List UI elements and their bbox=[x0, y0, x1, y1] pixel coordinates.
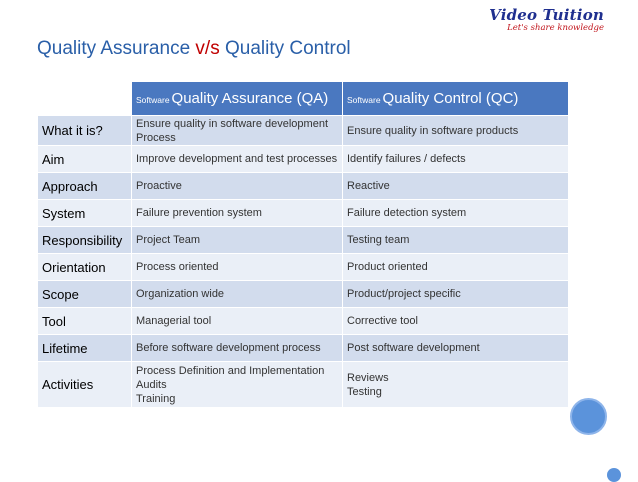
table-row bbox=[38, 362, 569, 408]
row-label: Approach bbox=[38, 173, 132, 200]
row-qa-line: Before software development process bbox=[136, 342, 321, 354]
row-qc-cell bbox=[343, 362, 569, 408]
row-qc-line: Testing bbox=[347, 385, 382, 398]
row-label: System bbox=[38, 200, 132, 227]
row-qc-line: Post software development bbox=[347, 342, 480, 354]
row-qa-line: Audits bbox=[136, 378, 167, 391]
table-row bbox=[38, 116, 569, 146]
row-label: Activities bbox=[38, 362, 132, 408]
row-qa-cell bbox=[132, 254, 343, 281]
row-label: Scope bbox=[38, 281, 132, 308]
header-qc bbox=[343, 82, 569, 116]
row-qa-cell bbox=[132, 116, 343, 146]
row-qc-cell bbox=[343, 146, 569, 173]
row-label: Tool bbox=[38, 308, 132, 335]
title-vs: v/s bbox=[195, 38, 220, 59]
row-qc-line: Reactive bbox=[347, 180, 390, 192]
row-qa-line: Proactive bbox=[136, 180, 182, 192]
table-row bbox=[38, 281, 569, 308]
header-qa-label: Quality Assurance (QA) bbox=[171, 90, 329, 107]
row-qc-line: Corrective tool bbox=[347, 315, 418, 327]
row-qc-cell bbox=[343, 308, 569, 335]
row-qa-line: Process bbox=[136, 131, 176, 144]
row-label: Orientation bbox=[38, 254, 132, 281]
header-qa-prefix: Software bbox=[136, 95, 170, 105]
row-qa-line: Project Team bbox=[136, 234, 200, 246]
row-qc-line: Ensure quality in software products bbox=[347, 124, 519, 137]
table-row bbox=[38, 308, 569, 335]
row-qa-cell bbox=[132, 281, 343, 308]
row-qc-cell bbox=[343, 173, 569, 200]
row-qc-line: Reviews bbox=[347, 371, 389, 384]
row-qc-cell bbox=[343, 281, 569, 308]
table-row bbox=[38, 146, 569, 173]
table-header-row bbox=[38, 82, 569, 116]
row-qa-cell bbox=[132, 335, 343, 362]
comparison-table bbox=[37, 81, 569, 408]
row-qa-line: Improve development and test processes bbox=[136, 153, 338, 165]
row-qa-cell bbox=[132, 200, 343, 227]
row-qa-cell bbox=[132, 308, 343, 335]
row-qc-cell bbox=[343, 254, 569, 281]
row-label: Aim bbox=[38, 146, 132, 173]
row-qa-cell bbox=[132, 173, 343, 200]
row-qa-line: Organization wide bbox=[136, 288, 225, 300]
table-row bbox=[38, 335, 569, 362]
row-qc-line: Product oriented bbox=[347, 261, 428, 273]
decorative-circle-large bbox=[570, 398, 607, 435]
row-qc-cell bbox=[343, 335, 569, 362]
row-qa-line: Training bbox=[136, 392, 176, 405]
logo-name: Video Tuition bbox=[489, 6, 604, 24]
header-qc-label: Quality Control (QC) bbox=[382, 90, 519, 107]
header-empty-cell bbox=[38, 82, 132, 116]
row-label: Responsibility bbox=[38, 227, 132, 254]
video-tuition-logo bbox=[489, 6, 604, 33]
slide-title bbox=[37, 38, 351, 60]
header-qc-prefix: Software bbox=[347, 95, 381, 105]
row-qa-cell bbox=[132, 362, 343, 408]
row-qc-line: Product/project specific bbox=[347, 288, 461, 300]
table-row bbox=[38, 227, 569, 254]
row-qa-line: Process Definition and Implementation bbox=[136, 364, 325, 377]
table-row bbox=[38, 200, 569, 227]
row-label: What it is? bbox=[38, 116, 132, 146]
title-part2: Quality Control bbox=[219, 38, 351, 59]
row-qc-line: Testing team bbox=[347, 234, 410, 246]
row-qc-line: Failure detection system bbox=[347, 207, 467, 219]
header-qa bbox=[132, 82, 343, 116]
row-qc-line: Identify failures / defects bbox=[347, 153, 466, 165]
row-label: Lifetime bbox=[38, 335, 132, 362]
row-qc-cell bbox=[343, 200, 569, 227]
table-row bbox=[38, 254, 569, 281]
table-row bbox=[38, 173, 569, 200]
row-qa-cell bbox=[132, 227, 343, 254]
row-qc-cell bbox=[343, 116, 569, 146]
logo-tagline: Let's share knowledge bbox=[507, 23, 604, 33]
row-qa-line: Ensure quality in software development bbox=[136, 117, 328, 130]
title-part1: Quality Assurance bbox=[37, 38, 196, 59]
row-qc-cell bbox=[343, 227, 569, 254]
row-qa-line: Failure prevention system bbox=[136, 207, 262, 219]
row-qa-cell bbox=[132, 146, 343, 173]
row-qa-line: Managerial tool bbox=[136, 315, 212, 327]
decorative-circle-small bbox=[607, 468, 621, 482]
row-qa-line: Process oriented bbox=[136, 261, 219, 273]
